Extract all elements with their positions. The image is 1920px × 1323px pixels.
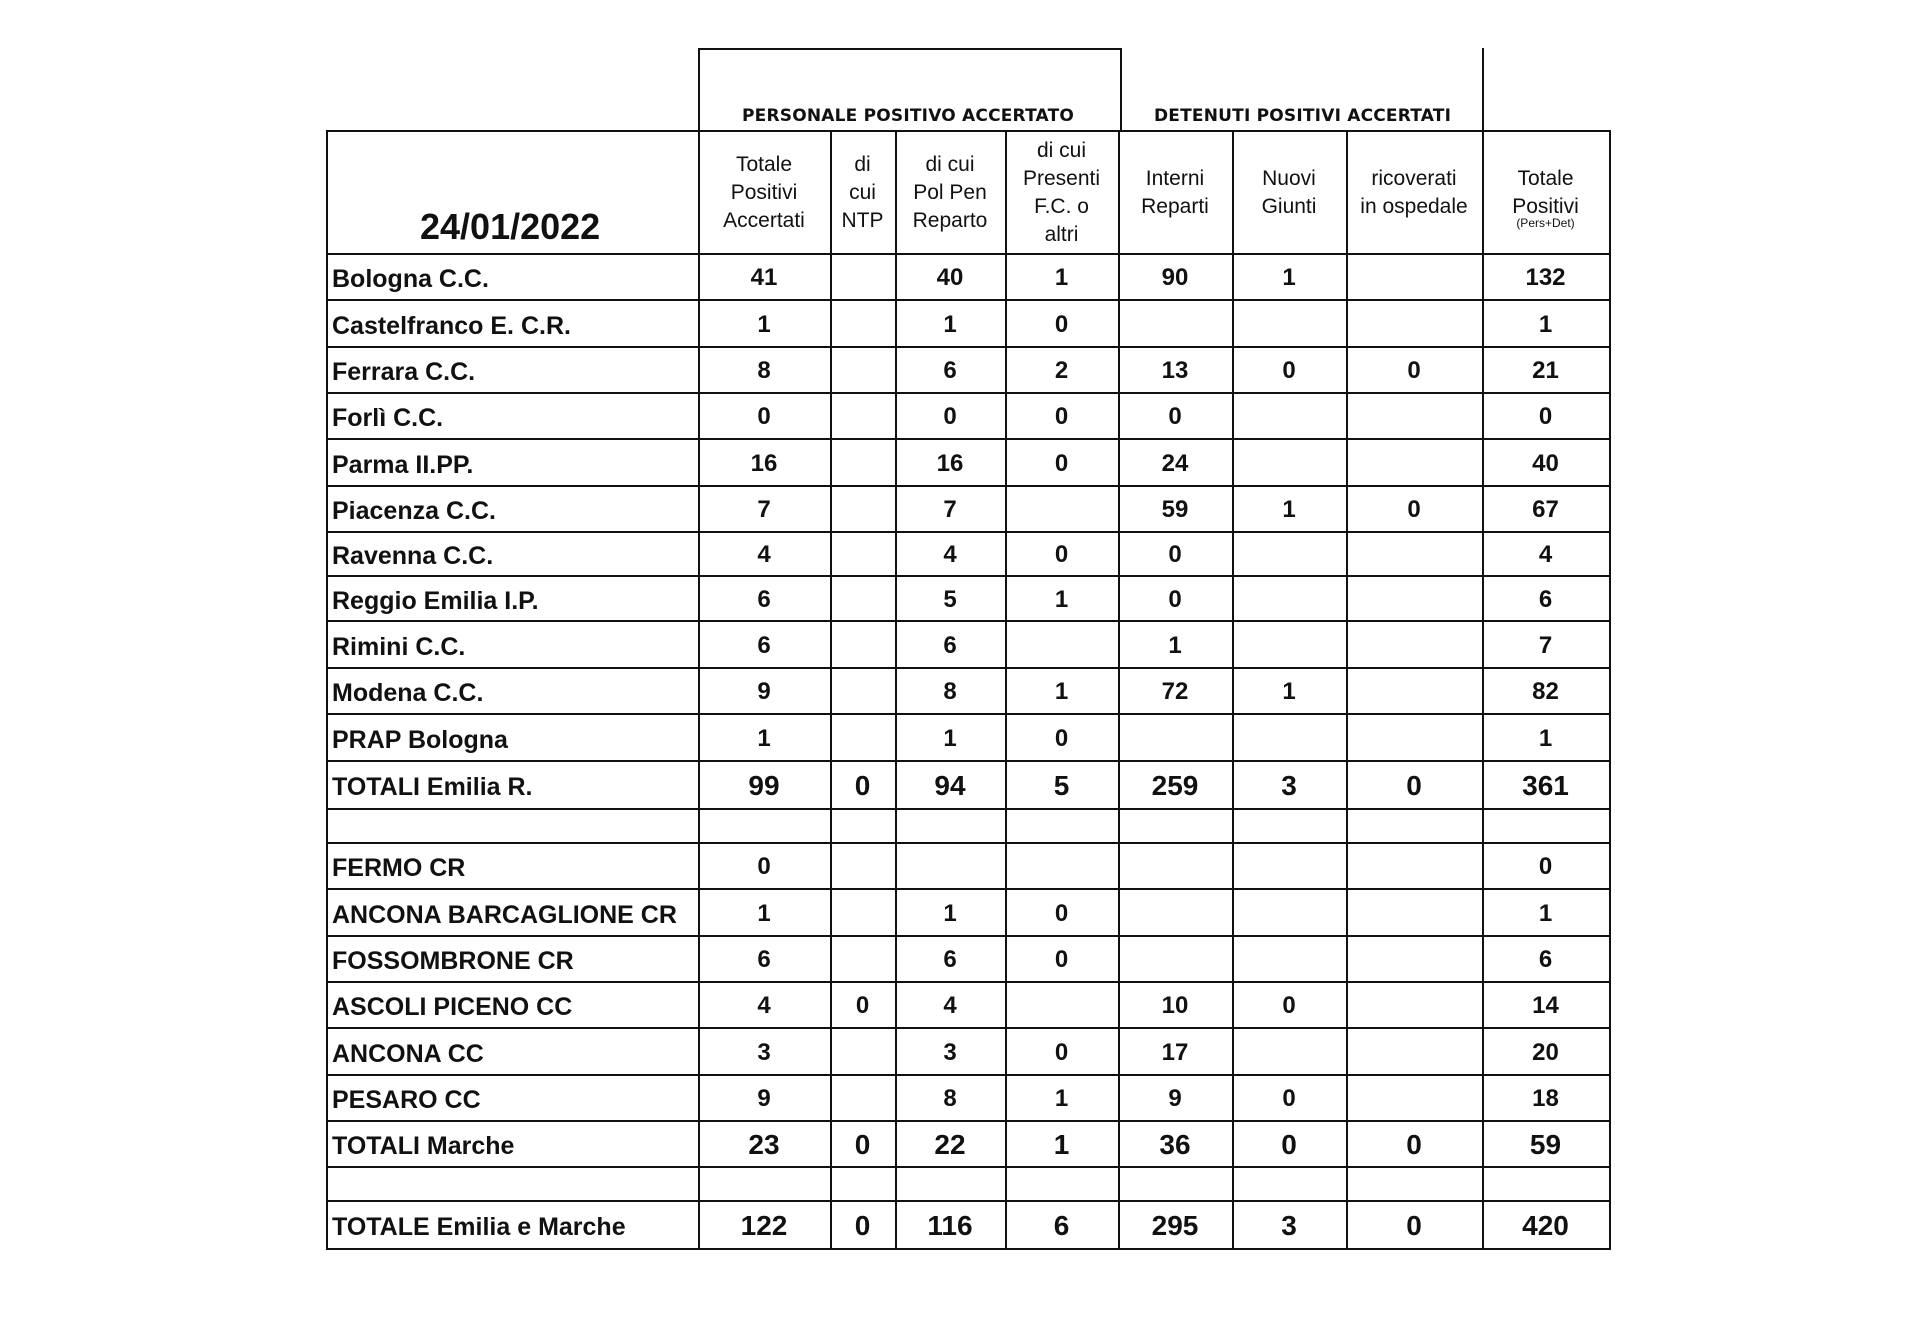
- table-cell: [698, 1171, 830, 1199]
- table-cell: [1232, 586, 1346, 614]
- table-cell: 0: [854, 770, 871, 801]
- table-cell: 0: [1538, 403, 1553, 430]
- table-cell: 5: [1053, 770, 1070, 801]
- table-cell: 41: [750, 264, 778, 291]
- table-cell: 0: [855, 992, 870, 1019]
- table-cell: [1232, 900, 1346, 928]
- table-cell: [1346, 586, 1482, 614]
- institute-name: ASCOLI PICENO CC: [332, 993, 573, 1021]
- table-cell: [830, 1085, 895, 1113]
- table-cell: 0: [1054, 541, 1069, 568]
- table-cell: [1232, 450, 1346, 478]
- institute-name: Bologna C.C.: [332, 265, 489, 293]
- table-cell: 116: [927, 1210, 973, 1241]
- table-cell: 1: [757, 310, 771, 338]
- table-cell: 1: [943, 899, 957, 927]
- table-cell: 0: [1407, 357, 1421, 384]
- table-cell: [1346, 1039, 1482, 1067]
- table-cell: [1232, 813, 1346, 841]
- row-rule: [326, 760, 1611, 762]
- row-rule: [326, 888, 1611, 890]
- table-cell: [1118, 725, 1232, 753]
- column-rule: [1609, 130, 1611, 1248]
- table-cell: 67: [1532, 496, 1559, 523]
- table-cell: [830, 541, 895, 569]
- row-rule: [326, 713, 1611, 715]
- table-cell: [1346, 946, 1482, 974]
- row-rule: [326, 575, 1611, 577]
- table-cell: 6: [943, 946, 957, 973]
- table-cell: 3: [943, 1038, 957, 1066]
- row-rule: [326, 253, 1611, 255]
- table-cell: 0: [1282, 357, 1296, 384]
- row-rule: [326, 531, 1611, 533]
- table-cell: 1: [1282, 264, 1296, 291]
- table-cell: 20: [1532, 1038, 1559, 1066]
- row-rule: [326, 935, 1611, 937]
- table-cell: [1346, 541, 1482, 569]
- table-cell: 40: [1532, 449, 1559, 477]
- table-cell: 2: [1054, 357, 1069, 384]
- institute-name: ANCONA BARCAGLIONE CR: [332, 900, 677, 929]
- total-row-label: TOTALI Emilia R.: [332, 773, 533, 801]
- table-cell: 0: [1054, 310, 1069, 338]
- table-cell: 6: [757, 946, 771, 973]
- table-cell: 6: [943, 357, 957, 384]
- table-cell: 259: [1151, 770, 1199, 801]
- table-cell: [830, 853, 895, 881]
- column-header: di cui NTP: [841, 152, 884, 232]
- table-cell: 90: [1161, 264, 1189, 291]
- table-cell: [830, 357, 895, 385]
- table-cell: [1005, 992, 1118, 1020]
- table-cell: 4: [1538, 541, 1553, 568]
- table-cell: [1232, 1039, 1346, 1067]
- row-rule: [326, 808, 1611, 810]
- table-cell: [1346, 853, 1482, 881]
- table-cell: 8: [943, 678, 957, 705]
- table-cell: [1482, 813, 1609, 841]
- table-cell: 1: [1168, 631, 1182, 659]
- institute-name: PRAP Bologna: [332, 725, 508, 754]
- table-cell: 1: [757, 724, 771, 752]
- table-cell: [1346, 264, 1482, 292]
- table-cell: [1118, 853, 1232, 881]
- table-cell: 0: [1054, 724, 1069, 752]
- table-cell: 1: [1538, 724, 1553, 752]
- total-column-top-rule: [1482, 48, 1484, 130]
- row-rule: [326, 667, 1611, 669]
- row-rule: [326, 981, 1611, 983]
- table-cell: 9: [757, 678, 771, 705]
- table-cell: [1005, 853, 1118, 881]
- table-cell: 0: [1406, 770, 1422, 801]
- table-cell: [1118, 311, 1232, 339]
- table-cell: 40: [936, 264, 964, 291]
- institute-name: Reggio Emilia I.P.: [332, 586, 539, 615]
- table-cell: 18: [1532, 1085, 1559, 1112]
- report-date: 24/01/2022: [420, 206, 601, 247]
- table-cell: 59: [1161, 496, 1189, 523]
- table-cell: 0: [1054, 403, 1069, 430]
- table-cell: 361: [1522, 770, 1569, 801]
- table-cell: 4: [757, 992, 771, 1019]
- table-cell: [830, 1171, 895, 1199]
- personale-group-label: PERSONALE POSITIVO ACCERTATO: [742, 106, 1075, 126]
- table-cell: 1: [1282, 496, 1296, 523]
- row-rule: [326, 620, 1611, 622]
- institute-name: FERMO CR: [332, 854, 466, 882]
- table-cell: 4: [943, 541, 957, 568]
- table-cell: 1: [1054, 264, 1069, 291]
- table-cell: 9: [1168, 1085, 1182, 1112]
- table-cell: [1005, 813, 1118, 841]
- table-cell: 16: [936, 449, 964, 477]
- column-header: Totale Positivi: [1512, 166, 1579, 218]
- table-cell: 3: [1281, 770, 1297, 801]
- table-cell: [1346, 900, 1482, 928]
- institute-name: Piacenza C.C.: [332, 497, 496, 525]
- table-cell: [1232, 403, 1346, 431]
- table-cell: [830, 450, 895, 478]
- table-cell: [1005, 632, 1118, 660]
- table-cell: [1232, 946, 1346, 974]
- row-rule: [326, 1120, 1611, 1122]
- row-rule: [326, 438, 1611, 440]
- table-cell: 0: [1168, 403, 1182, 430]
- institute-name: Ferrara C.C.: [332, 358, 476, 386]
- table-cell: 1: [757, 899, 771, 927]
- table-cell: 16: [750, 449, 778, 477]
- table-cell: 0: [757, 403, 771, 430]
- table-cell: 10: [1161, 992, 1189, 1019]
- column-header: Interni Reparti: [1141, 166, 1209, 218]
- table-cell: 0: [1054, 449, 1069, 477]
- table-cell: 1: [943, 724, 957, 752]
- table-cell: 1: [1282, 678, 1296, 705]
- table-cell: [830, 264, 895, 292]
- table-cell: 1: [1054, 1085, 1069, 1112]
- table-cell: 0: [1538, 853, 1553, 880]
- table-cell: [1118, 900, 1232, 928]
- table-cell: [1346, 813, 1482, 841]
- table-cell: [1118, 1171, 1232, 1199]
- table-cell: [1346, 632, 1482, 660]
- table-cell: [1232, 311, 1346, 339]
- spacer-row: [332, 814, 698, 844]
- table-cell: [1232, 632, 1346, 660]
- column-header: ricoverati in ospedale: [1360, 166, 1468, 218]
- table-cell: 0: [1406, 1210, 1422, 1241]
- table-cell: [895, 853, 1005, 881]
- table-cell: [830, 403, 895, 431]
- table-cell: 0: [1407, 496, 1421, 523]
- table-cell: 13: [1161, 357, 1189, 384]
- table-cell: 6: [1053, 1210, 1070, 1241]
- institute-name: Ravenna C.C.: [332, 542, 494, 570]
- table-cell: [1346, 311, 1482, 339]
- table-cell: 0: [1406, 1129, 1422, 1160]
- table-cell: 0: [1054, 946, 1069, 973]
- table-cell: 1: [1538, 899, 1553, 927]
- table-cell: 6: [943, 631, 957, 659]
- table-cell: 1: [1538, 310, 1553, 338]
- total-row-label: TOTALE Emilia e Marche: [332, 1213, 626, 1241]
- table-cell: 1: [1054, 678, 1069, 705]
- column-header: Totale Positivi Accertati: [723, 152, 805, 232]
- table-cell: [1346, 678, 1482, 706]
- total-row-label: TOTALI Marche: [332, 1132, 515, 1160]
- institute-name: PESARO CC: [332, 1086, 481, 1114]
- table-cell: [1118, 813, 1232, 841]
- row-rule: [326, 130, 1611, 132]
- institute-name: Parma II.PP.: [332, 450, 474, 479]
- table-cell: 132: [1525, 264, 1566, 291]
- column-header: di cui Pol Pen Reparto: [912, 152, 988, 232]
- column-rule: [326, 130, 328, 1248]
- table-cell: [1232, 725, 1346, 753]
- table-cell: [1232, 541, 1346, 569]
- table-cell: 6: [1538, 585, 1553, 613]
- table-cell: 6: [757, 585, 771, 613]
- row-rule: [326, 485, 1611, 487]
- table-cell: 23: [748, 1129, 780, 1160]
- table-cell: 5: [943, 585, 957, 613]
- row-rule: [326, 346, 1611, 348]
- table-cell: 8: [757, 357, 771, 384]
- institute-name: Forlì C.C.: [332, 404, 444, 432]
- table-cell: 9: [757, 1085, 771, 1112]
- table-cell: [1232, 853, 1346, 881]
- table-cell: 4: [943, 992, 957, 1019]
- table-cell: 7: [943, 496, 957, 523]
- table-cell: [830, 1039, 895, 1067]
- table-cell: 99: [748, 770, 780, 801]
- table-cell: 0: [1054, 1038, 1069, 1066]
- table-cell: [830, 946, 895, 974]
- table-cell: 3: [1281, 1210, 1297, 1241]
- table-cell: 0: [943, 403, 957, 430]
- row-rule: [326, 299, 1611, 301]
- table-cell: 72: [1161, 678, 1189, 705]
- table-cell: 21: [1532, 357, 1559, 384]
- column-header: Nuovi Giunti: [1261, 166, 1317, 218]
- table-cell: 122: [740, 1210, 788, 1241]
- table-cell: 59: [1529, 1129, 1562, 1160]
- table-cell: 1: [943, 310, 957, 338]
- table-cell: 36: [1159, 1129, 1191, 1160]
- table-cell: [1118, 946, 1232, 974]
- institute-name: Rimini C.C.: [332, 632, 466, 661]
- table-cell: [895, 1171, 1005, 1199]
- table-cell: 3: [757, 1038, 771, 1066]
- institute-name: ANCONA CC: [332, 1039, 484, 1068]
- table-cell: 7: [1538, 631, 1553, 659]
- table-cell: 7: [757, 496, 771, 523]
- table-cell: [830, 632, 895, 660]
- table-cell: [698, 813, 830, 841]
- table-cell: [1005, 496, 1118, 524]
- table-cell: 94: [934, 770, 966, 801]
- table-cell: 14: [1532, 992, 1559, 1019]
- table-cell: 0: [1281, 1129, 1297, 1160]
- column-header: di cui Presenti F.C. o altri: [1022, 138, 1101, 246]
- table-cell: 0: [1168, 541, 1182, 568]
- table-cell: 0: [1054, 899, 1069, 927]
- table-cell: [830, 725, 895, 753]
- table-cell: 0: [1168, 585, 1182, 613]
- table-cell: [830, 813, 895, 841]
- table-cell: 420: [1522, 1210, 1569, 1241]
- table-cell: 4: [757, 541, 771, 568]
- row-rule: [326, 1027, 1611, 1029]
- table-cell: 6: [757, 631, 771, 659]
- table-cell: 0: [1282, 992, 1296, 1019]
- table-cell: 0: [854, 1210, 871, 1241]
- table-cell: [1232, 1171, 1346, 1199]
- table-cell: 0: [757, 853, 771, 880]
- table-cell: [1346, 1085, 1482, 1113]
- table-cell: 82: [1532, 678, 1559, 705]
- table-cell: [830, 678, 895, 706]
- table-cell: [1346, 450, 1482, 478]
- table-cell: 0: [1282, 1085, 1296, 1112]
- row-rule: [326, 1074, 1611, 1076]
- table-cell: 24: [1161, 449, 1189, 477]
- table-cell: [830, 496, 895, 524]
- institute-name: Modena C.C.: [332, 679, 484, 707]
- table-cell: [1346, 1171, 1482, 1199]
- table-cell: [895, 813, 1005, 841]
- table-cell: 1: [1053, 1129, 1070, 1160]
- table-cell: 0: [854, 1129, 871, 1160]
- table-cell: [1005, 1171, 1118, 1199]
- table-cell: [1482, 1171, 1609, 1199]
- table-cell: 1: [1054, 585, 1069, 613]
- row-rule: [326, 392, 1611, 394]
- row-rule: [326, 1248, 1611, 1250]
- table-cell: 17: [1161, 1038, 1189, 1066]
- table-cell: 22: [934, 1129, 966, 1160]
- total-note: (Pers+Det): [1516, 216, 1575, 230]
- table-cell: 295: [1151, 1210, 1199, 1241]
- detenuti-group-label: DETENUTI POSITIVI ACCERTATI: [1154, 106, 1452, 126]
- row-rule: [326, 1166, 1611, 1168]
- spacer-row: [332, 1172, 698, 1202]
- table-cell: [1346, 403, 1482, 431]
- institute-name: FOSSOMBRONE CR: [332, 947, 574, 975]
- table-cell: 8: [943, 1085, 957, 1112]
- institute-name: Castelfranco E. C.R.: [332, 311, 571, 340]
- table-cell: [1346, 992, 1482, 1020]
- table-cell: [1346, 725, 1482, 753]
- table-cell: [830, 311, 895, 339]
- table-cell: 6: [1538, 946, 1553, 973]
- table-cell: [830, 900, 895, 928]
- table-cell: [830, 586, 895, 614]
